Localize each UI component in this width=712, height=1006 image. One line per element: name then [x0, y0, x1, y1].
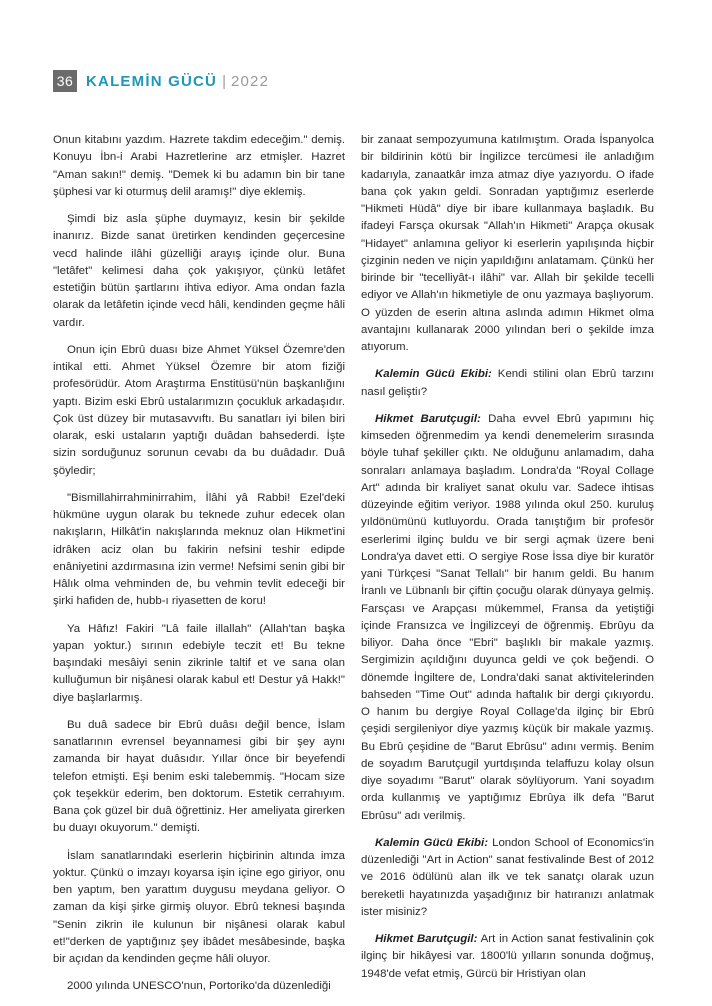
prayer-quote: "Bismillahirrahminirrahim, İlâhi yâ Rabbi! Ezel'deki hükmüne uygun olarak bu teknede zuhur edecek olan nakışların, Hilkât'in nakışlarında meknuz olan Hikmet'ini idrâken aciz olan bu fakirin nefsini teshir edipde enâniyetini azdırmasına izin verme! Nefsimi senin gibi bir Hâlık olma vehminden de, bu vehmin tevlit edeceği bir şirki hafiden de, hubb-ı riyasetten de koru!	[53, 491, 345, 608]
header-separator: |	[222, 72, 226, 90]
interviewer-label: Kalemin Gücü Ekibi:	[375, 836, 489, 849]
paragraph: Onun için Ebrû duası bize Ahmet Yüksel Özemre'den intikal etti. Ahmet Yüksel Özemre bir atom fiziği profesörüdür. Atom Araştırma Enstitüsü'nün başkanlığını yaptı. Bizim eski Ebrû ustalarımızın çocukluk arkadaşıdır. Çok üst düzey bir mutasavvıftı. Bu sanatları iyi bilen biri olarak, eski ustaların yaptığı duâdan bahsederdi. İşte sizin sorduğunuz sorunun cevabı da bu duâdadır. Duâ şöyledir;	[53, 343, 345, 477]
paragraph: Bu duâ sadece bir Ebrû duâsı değil bence, İslam sanatlarının evrensel beyannamesi gibi bir şey aynı zamanda bir hayat duâsıdır. Yıllar önce bir beyefendi telefon etmişti. Eşi benim eski talebemmiş. "Hocam size çok teşekkür ederim, ben doktorum. Estetik cerrahıyım. Bana çok güzel bir duâ öğrettiniz. Her ameliyata girerken bu duayı okuyorum." demişti.	[53, 718, 345, 835]
paragraph: İslam sanatlarındaki eserlerin hiçbirinin altında imza yoktur. Çünkü o imzayı koyarsa işin içine ego giriyor, onu ben yaptım, ben yarattım duygusu meydana geliyor. O zaman da kişi şirke girmiş oluyor. Ebrû teknesi başında "Senin zikrin ile kulunun bir nişânesi olarak kabul et!"derken de yaptığınız şey ibâdet mesâbesinde, başka bir açıdan da kendinden geçme hâli oluyor.	[53, 849, 345, 965]
interview-answer	[361, 411, 654, 825]
paragraph: Onun kitabını yazdım. Hazrete takdim edeceğim." demiş. Konuyu İbn-i Arabi Hazretlerine arz etmişler. Hazret "Aman sakın!" demiş. "Demek ki bu adamın bin bir tane şüphesi var ki oturmuş delil aramış!" diye eklemiş.	[53, 134, 345, 198]
interview-question	[361, 366, 654, 401]
left-column	[53, 132, 345, 1006]
paragraph: bir zanaat sempozyumuna katılmıştım. Orada İspanyolca bir bildirinin kötü bir İngilizce tercümesi ile anladığım kadarıyla, zanaatkâr imza atmaz diye yazıyordu. O ifade bana çok yakın geldi. Sonradan yaptığımız eserlerde "Hikmeti Hüdâ" diye bir ibare kullanmaya başladık. Bu ifadeyi Farsça okursak "Allah'ın Hikmeti" Arapça okusak "Hidayet" anlamına geliyor ki eserlerin yapılışında hiçbir çizginin neden ve niçin yapıldığını anlatamam. Çünkü her birinde bir "tecelliyât-ı ilâhi" var. Allah bir şekilde tecelli ediyor ve Allah'ın hikmetiyle de onu yazmaya başlıyorum. O yüzden de eserin altına aslında adımın Hikmet olma avantajını kullanarak 2000 yılından beri o şekilde imza atıyorum.	[361, 134, 654, 353]
paragraph: Ya Hâfız! Fakiri "Lâ faile illallah" (Allah'tan başka yapan yoktur.) sırının edebiyle teczit et! Bu tekne başındaki mesâiyi senin zikrinle taltif et ve sana olan kulluğumun bir nişânesi olarak kabul et! Destur yâ Hakk!" diye başlarlarmış.	[53, 622, 345, 704]
paragraph: Şimdi biz asla şüphe duymayız, kesin bir şekilde inanırız. Bizde sanat üretirken kendinden geçercesine vecd halinde ilâhi güzelliği arayış içinde olur. Buna "letâfet" kelimesi daha çok yakışıyor, çünkü letâfet estetiğin bütün şartlarını ihtiva ediyor. Ama ondan fazla olarak da letâfetin içinde vecd hâli, kendinden geçme hâli vardır.	[53, 213, 345, 329]
interview-question	[361, 835, 654, 921]
question-text: London School of Economics'in düzenlediği "Art in Action" sanat festivalinde Best of 2012 ve 2016 ödülünü alan ilk ve tek sanatçı olarak uzun bereketli hayatınızda yaşadığınız bir hatıranızı anlatmak ister misiniz?	[361, 836, 654, 918]
issue-year: 2022	[230, 72, 270, 90]
paragraph: 2000 yılında UNESCO'nun, Portoriko'da düzenlediği	[67, 980, 331, 993]
interviewer-label: Kalemin Gücü Ekibi:	[375, 368, 492, 381]
answer-text: Daha evvel Ebrû yapımını hiç kimseden öğrenmedim ya kendi denemelerim sırasında böyle tuhaf şekiller çıktı. Ne olduğunu anlamadım, daha sonraları anlamaya başladım. Londra'da "Royal Collage Art" adında bir kraliyet sanat okulu var. Sadece ihtisas düzeyinde eğitim veriyor. 1988 yılında okul 250. kuruluş yıldönümünü kutluyordu. Orada tanıştığım bir profesör eserlerimi ilginç buldu ve bir sergi açmak üzere beni Londra'ya davet etti. O sergiye Rose İssa diye bir kuratör yani Türkçesi "Sanat Tellalı" bir hanım geldi. Bu hanım İranlı ve Lübnanlı bir çiftin çocuğu olarak dünyaya gelmiş. Farsçası ve Arapçası mükemmel, Fransa da yetiştiği içinde Fransızca ve İngilizceyi de öğrenmiş. Ebrûyu da biliyor. Daha önce "Ebri" başlıklı bir makale yazmış. Sergimizin açıldığını duyunca geldi ve çok beğendi. O dönemde İngiltere de, Londra'daki sanat aktivitelerinden bahseden "Time Out" adında haftalık bir dergi çıkıyordu. O hanım bu dergiye Royal Collage'da ilginç bir Ebrû çeşidi sergileniyor diye yazmış küçük bir makale yazmış. Bu Ebrû çeşidine de "Barut Ebrûsu" adını vermiş. Benim de soyadım Barutçugil yurtdışında telaffuzu kolay olsun diye soyadımı "Barut" olarak söylüyorum. Yani soyadım orda kullanmış ve yaptığımız Ebrûya ilk defa "Barut Ebrûsu" adı verilmiş.	[361, 412, 654, 822]
question-text: Kendi stilini olan Ebrû tarzını nasıl geliştiı?	[361, 368, 654, 398]
page-header	[53, 68, 269, 94]
interviewee-label: Hikmet Barutçugil:	[375, 412, 481, 425]
answer-text: Art in Action sanat festivalinin çok ilginç bir hikâyesi var. 1800'lü yılların sonunda doğmuş, 1948'de vefat etmiş, Gürcü bir Hristiyan olan	[361, 933, 654, 980]
interview-answer	[361, 931, 654, 983]
magazine-title: KALEMİN GÜCÜ	[86, 72, 218, 90]
interviewee-label: Hikmet Barutçugil:	[375, 933, 478, 945]
right-column	[361, 132, 654, 993]
page-number: 36	[53, 70, 77, 92]
